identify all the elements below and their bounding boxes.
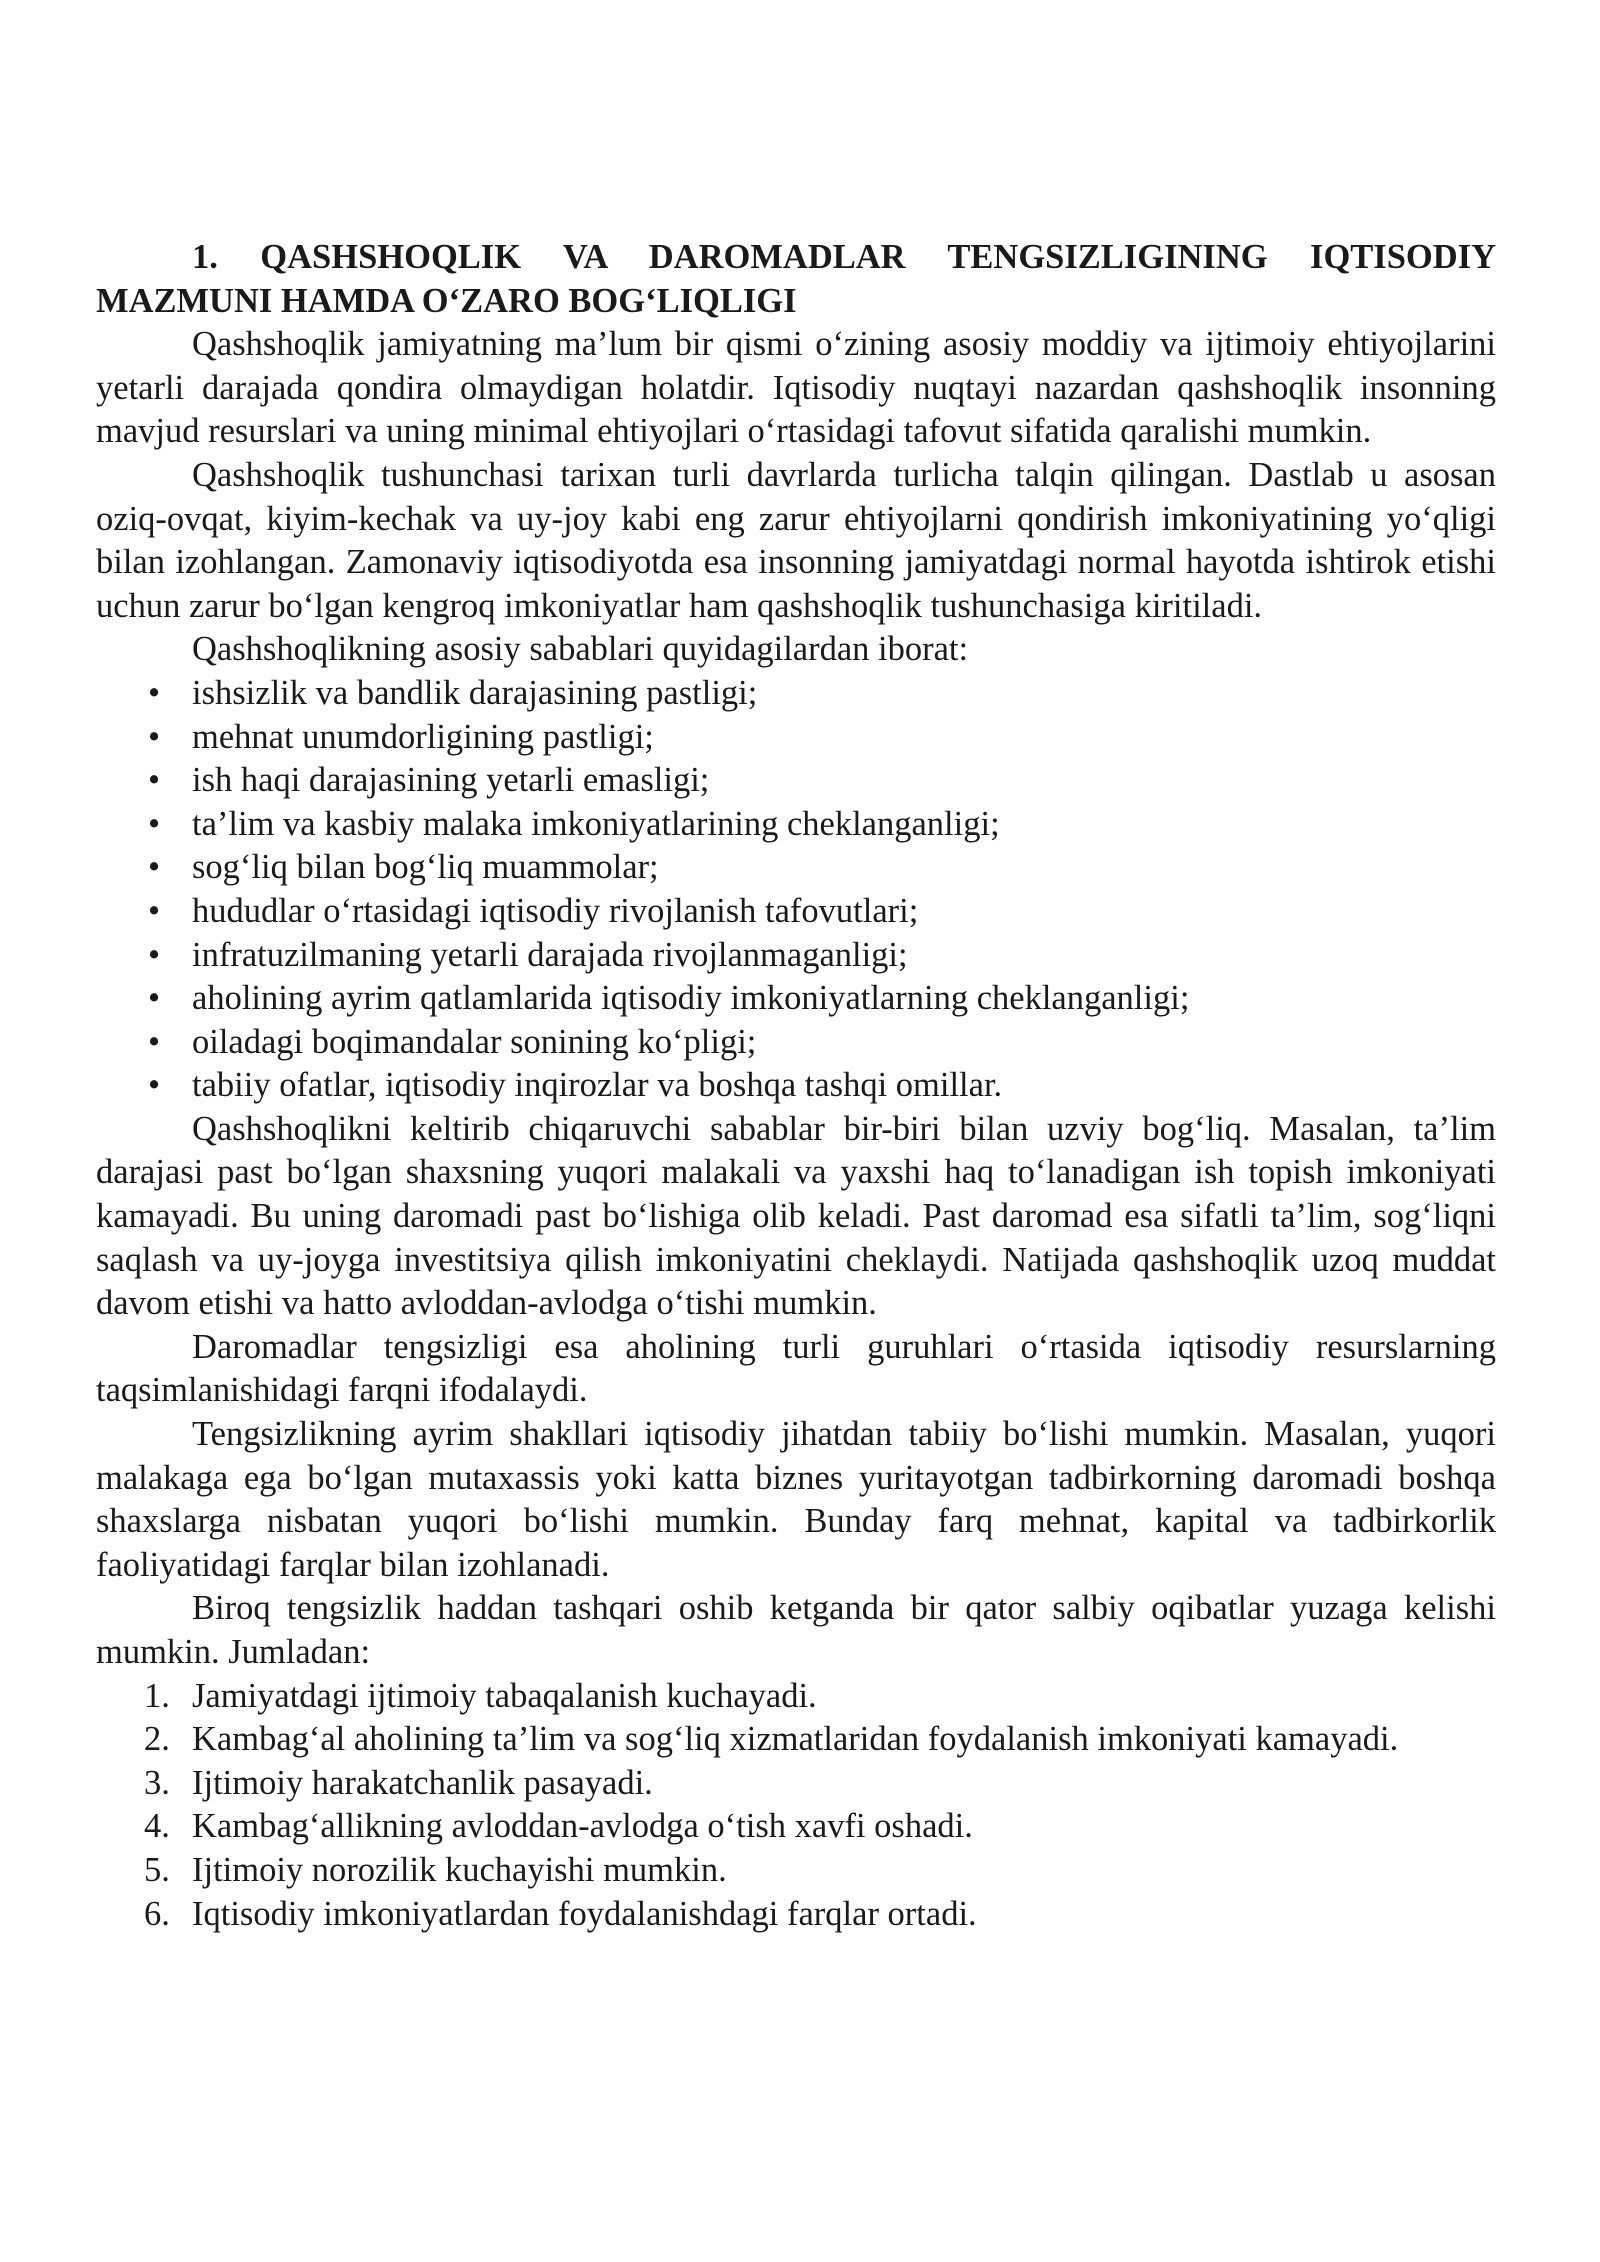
- paragraph-history: Qashshoqlik tushunchasi tarixan turli davrlarda turlicha talqin qilingan. Dastlab u asosan oziq-ovqat, kiyim-kechak va uy-joy kabi eng zarur ehtiyojlarni qondirish imkoniyatining yo‘qligi bilan izohlangan. Zamonaviy iqtisodiyotda esa insonning jamiyatdagi normal hayotda ishtirok etishi uchun zarur bo‘lgan kengroq imkoniyatlar ham qashshoqlik tushunchasiga kiritiladi.: [96, 455, 1496, 625]
- list-item-text: tabiiy ofatlar, iqtisodiy inqirozlar va boshqa tashqi omillar.: [192, 1066, 1003, 1105]
- list-item: [96, 846, 1496, 890]
- paragraph-inequality-definition: Daromadlar tengsizligi esa aholining turli guruhlari o‘rtasida iqtisodiy resurslarning taqsimlanishidagi farqni ifodalaydi.: [96, 1327, 1496, 1410]
- list-item: [96, 1805, 1496, 1849]
- list-item-text: ta’lim va kasbiy malaka imkoniyatlarining cheklanganligi;: [192, 804, 1000, 843]
- list-item: [96, 934, 1496, 978]
- list-item: [96, 1021, 1496, 1065]
- list-item-text: Iqtisodiy imkoniyatlardan foydalanishdagi farqlar ortadi.: [192, 1894, 977, 1933]
- paragraph-interconnection: Qashshoqlikni keltirib chiqaruvchi sabablar bir-biri bilan uzviy bog‘liq. Masalan, ta’lim darajasi past bo‘lgan shaxsning yuqori malakali va yaxshi haq to‘lanadigan ish topish imkoniyati kamayadi. Bu uning daromadi past bo‘lishiga olib keladi. Past daromad esa sifatli ta’lim, sog‘liqni saqlash va uy-joyga investitsiya qilish imkoniyatini cheklaydi. Natijada qashshoqlik uzoq muddat davom etishi va hatto avloddan-avlodga o‘tishi mumkin.: [96, 1109, 1496, 1323]
- bullet-icon: •: [147, 673, 161, 712]
- list-item-text: Ijtimoiy norozilik kuchayishi mumkin.: [192, 1850, 727, 1889]
- section-heading: 1. QASHSHOQLIK VA DAROMADLAR TENGSIZLIGINING IQTISODIY MAZMUNI HAMDA O‘ZARO BOG‘LIQLIGI: [96, 238, 1496, 320]
- bullet-icon: •: [147, 979, 161, 1018]
- list-item-text: oiladagi boqimandalar sonining ko‘pligi;: [192, 1022, 757, 1061]
- list-item: [96, 1064, 1496, 1108]
- list-item: [96, 977, 1496, 1021]
- list-item: [96, 1849, 1496, 1893]
- list-item-text: hududlar o‘rtasidagi iqtisodiy rivojlanish tafovutlari;: [192, 891, 919, 930]
- bullet-icon: •: [147, 848, 161, 887]
- list-item: [96, 803, 1496, 847]
- list-item-text: aholining ayrim qatlamlarida iqtisodiy imkoniyatlarning cheklanganligi;: [192, 979, 1190, 1018]
- list-item: [96, 1893, 1496, 1937]
- list-item-text: mehnat unumdorligining pastligi;: [192, 717, 654, 756]
- bullet-icon: •: [147, 804, 161, 843]
- list-item: [96, 716, 1496, 760]
- list-item: [96, 672, 1496, 716]
- list-number: 6.: [144, 1894, 170, 1933]
- causes-bullet-list: [96, 672, 1496, 1108]
- list-item: [96, 890, 1496, 934]
- paragraph-natural-inequality: Tengsizlikning ayrim shakllari iqtisodiy jihatdan tabiiy bo‘lishi mumkin. Masalan, yuqori malakaga ega bo‘lgan mutaxassis yoki katta biznes yuritayotgan tadbirkorning daromadi boshqa shaxslarga nisbatan yuqori bo‘lishi mumkin. Bunday farq mehnat, kapital va tadbirkorlik faoliyatidagi farqlar bilan izohlanadi.: [96, 1415, 1496, 1584]
- bullet-icon: •: [147, 891, 161, 930]
- paragraph-causes-intro: Qashshoqlikning asosiy sabablari quyidagilardan iborat:: [192, 630, 969, 669]
- bullet-icon: •: [147, 1022, 161, 1061]
- list-number: 5.: [144, 1850, 170, 1889]
- list-number: 4.: [144, 1807, 170, 1846]
- list-item-text: Kambag‘allikning avloddan-avlodga o‘tish xavfi oshadi.: [192, 1807, 973, 1846]
- list-item: [96, 1718, 1496, 1762]
- bullet-icon: •: [147, 761, 161, 800]
- list-number: 1.: [144, 1676, 170, 1715]
- paragraph-definition: Qashshoqlik jamiyatning ma’lum bir qismi o‘zining asosiy moddiy va ijtimoiy ehtiyojlarini yetarli darajada qondira olmaydigan holatdir. Iqtisodiy nuqtayi nazardan qashshoqlik insonning mavjud resurslari va uning minimal ehtiyojlari o‘rtasidagi tafovut sifatida qaralishi mumkin.: [96, 325, 1496, 451]
- list-item-text: Jamiyatdagi ijtimoiy tabaqalanish kuchayadi.: [192, 1676, 817, 1715]
- list-number: 3.: [144, 1763, 170, 1802]
- list-item: [96, 759, 1496, 803]
- list-number: 2.: [144, 1720, 170, 1759]
- list-item-text: ishsizlik va bandlik darajasining pastligi;: [192, 673, 758, 712]
- list-item: [96, 1762, 1496, 1806]
- bullet-icon: •: [147, 935, 161, 974]
- list-item-text: infratuzilmaning yetarli darajada rivojlanmaganligi;: [192, 935, 908, 974]
- list-item-text: Ijtimoiy harakatchanlik pasayadi.: [192, 1763, 653, 1802]
- list-item-text: sog‘liq bilan bog‘liq muammolar;: [192, 848, 659, 887]
- list-item: [96, 1675, 1496, 1719]
- paragraph-negative-consequences: Biroq tengsizlik haddan tashqari oshib ketganda bir qator salbiy oqibatlar yuzaga kelishi mumkin. Jumladan:: [96, 1589, 1496, 1671]
- list-item-text: Kambag‘al aholining ta’lim va sog‘liq xizmatlaridan foydalanish imkoniyati kamayadi.: [192, 1720, 1399, 1759]
- consequences-numbered-list: [96, 1675, 1496, 1937]
- list-item-text: ish haqi darajasining yetarli emasligi;: [192, 761, 710, 800]
- document-page: [96, 236, 1496, 1936]
- bullet-icon: •: [147, 717, 161, 756]
- bullet-icon: •: [147, 1066, 161, 1105]
